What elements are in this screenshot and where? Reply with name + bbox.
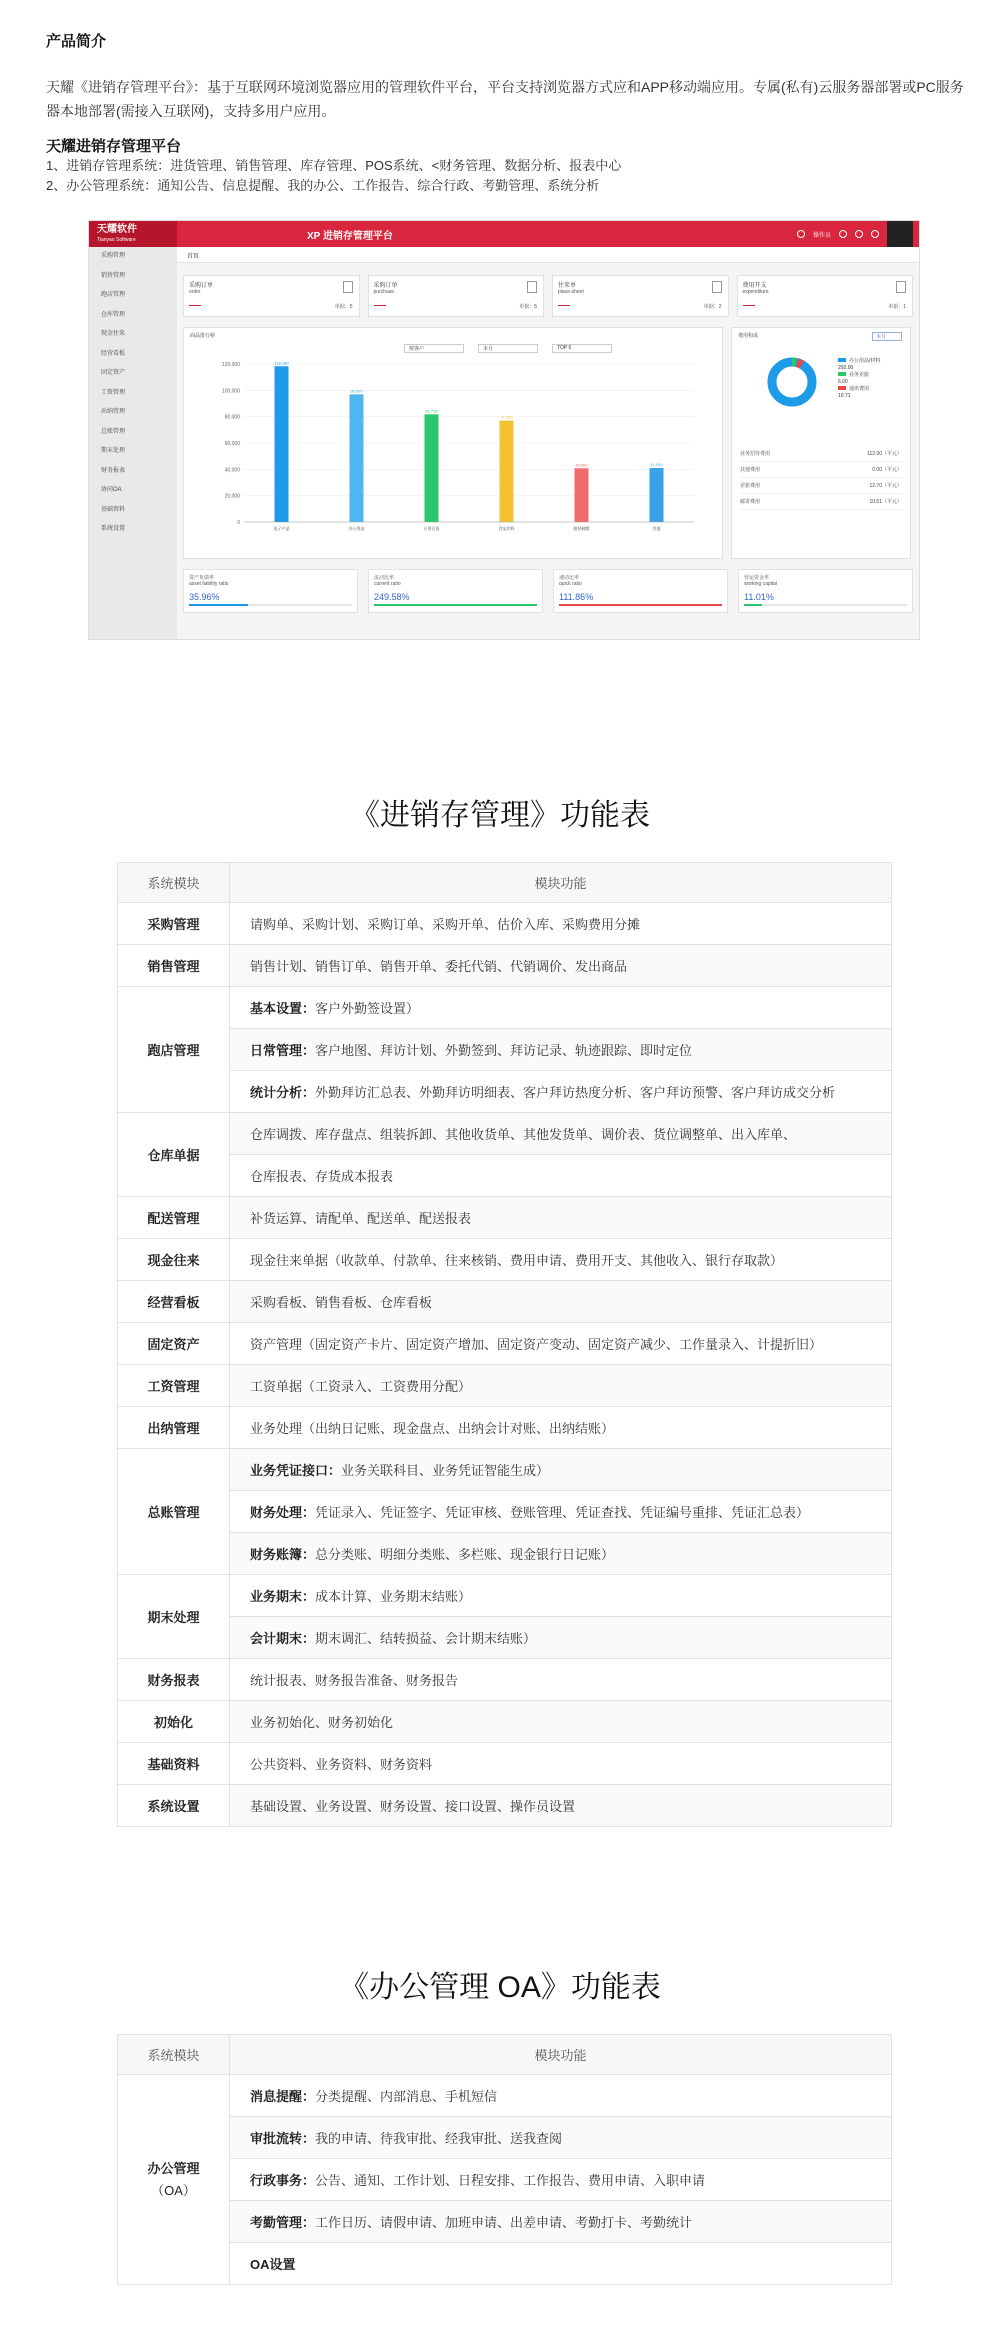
expense-row: 差旅费用 12.70（平元）: [740, 478, 902, 494]
module-name: 销售管理: [118, 945, 230, 987]
header-module: 系统模块: [118, 2035, 230, 2075]
bar: [650, 468, 664, 522]
inventory-function-table: [117, 862, 892, 1827]
app-sidebar: [89, 247, 177, 639]
user-icon: [797, 230, 805, 238]
sidebar-item: 出纳管理: [101, 409, 126, 415]
card-sub: expenditure: [742, 289, 769, 295]
y-tick-label: 120,000: [221, 362, 240, 368]
bar-value-label: 41,000: [650, 462, 663, 468]
stat-card: [183, 275, 360, 317]
card-divider: [189, 305, 201, 306]
table-row: [118, 1029, 892, 1071]
module-functions: 业务期末：成本计算、业务期末结账）: [230, 1575, 892, 1617]
ratio-bar: [189, 604, 352, 606]
table-row: [118, 1701, 892, 1743]
menu-icon: [887, 221, 913, 247]
ratio-value: 249.58%: [374, 592, 410, 602]
table-row: [118, 1743, 892, 1785]
module-functions: 会计期末：期末调汇、结转损益、会计期末结账）: [230, 1617, 892, 1659]
ratio-sub: quick ratio: [559, 581, 582, 587]
module-name: 办公管理 （OA）: [118, 2075, 230, 2285]
module-name: 财务报表: [118, 1659, 230, 1701]
sidebar-item: 总账管理: [101, 428, 126, 435]
pie-title: 费用构成: [738, 333, 759, 339]
y-tick-label: 40,000: [224, 467, 240, 474]
sidebar-item: 工资管理: [101, 389, 126, 396]
oa-function-table: [117, 2034, 892, 2285]
table-row: [118, 1617, 892, 1659]
sidebar-item: 系统设置: [101, 526, 126, 532]
y-tick-label: 0: [237, 520, 240, 526]
table-row: [118, 1449, 892, 1491]
table-row: [118, 1575, 892, 1617]
table-row: [118, 1533, 892, 1575]
document-icon: [343, 281, 353, 293]
ratio-title: 流动比率: [374, 575, 395, 581]
ratio-card: [738, 569, 913, 613]
ratio-value: 11.01%: [744, 592, 774, 602]
sidebar-item: 固定资产: [101, 370, 126, 376]
y-tick-label: 100,000: [221, 388, 240, 395]
tab-home: 首页: [187, 254, 200, 260]
y-tick-label: 20,000: [224, 493, 240, 500]
header-function: 模块功能: [230, 863, 892, 903]
module-functions: 业务凭证接口：业务关联科目、业务凭证智能生成）: [230, 1449, 892, 1491]
module-name: 出纳管理: [118, 1407, 230, 1449]
ratio-card: [368, 569, 543, 613]
module-functions: 财务账簿：总分类账、明细分类账、多栏账、现金银行日记账）: [230, 1533, 892, 1575]
bar-chart: [184, 354, 724, 554]
table2-title: 《办公管理 OA》功能表: [339, 1971, 661, 2004]
module-functions: 基本设置：客户外勤签设置）: [230, 987, 892, 1029]
ratio-bar: [374, 604, 537, 606]
sidebar-item: 经营看板: [101, 350, 126, 357]
ratio-title: 营运资金率: [744, 575, 770, 581]
ratio-sub: current ratio: [374, 581, 401, 587]
table-row: [118, 2243, 892, 2285]
bar: [575, 468, 589, 522]
module-name: 现金往来: [118, 1239, 230, 1281]
module-functions: 日常管理：客户地图、拜访计划、外勤签到、拜访记录、轨迹跟踪、即时定位: [230, 1029, 892, 1071]
ratio-value: 35.96%: [189, 592, 220, 602]
sidebar-item: 期末处理: [101, 448, 126, 454]
pie-legend-item: 办公用品/材料 292.00: [838, 358, 881, 371]
card-title: 采购订单: [189, 283, 214, 289]
x-tick-label: 服装鞋帽: [573, 526, 590, 531]
module-functions: 仓库报表、存货成本报表: [230, 1155, 892, 1197]
module-name: 配送管理: [118, 1197, 230, 1239]
module-functions: 现金往来单据（收款单、付款单、往来核销、费用申请、费用开支、其他收入、银行存取款）: [230, 1239, 892, 1281]
expense-row: 业务招待费用 112.00（平元）: [740, 446, 902, 462]
pie-select: 本月: [872, 332, 902, 341]
intro-subtitle: 天耀进销存管理平台: [46, 138, 182, 155]
help-icon: [855, 230, 863, 238]
module-name: 工资管理: [118, 1365, 230, 1407]
stat-card: [737, 275, 914, 317]
header-function: 模块功能: [230, 2035, 892, 2075]
table1-title: 《进销存管理》功能表: [350, 799, 650, 832]
module-functions: 统计分析：外勤拜访汇总表、外勤拜访明细表、客户拜访热度分析、客户拜访预警、客户拜访成交分析: [230, 1071, 892, 1113]
card-count: 单据：1: [888, 304, 906, 310]
stat-card: [368, 275, 545, 317]
ratio-value: 111.86%: [559, 592, 594, 602]
card-sub: purchase: [373, 289, 395, 295]
module-name: 初始化: [118, 1701, 230, 1743]
module-functions: 行政事务：公告、通知、工作计划、日程安排、工作报告、费用申请、入职申请: [230, 2159, 892, 2201]
table-row: [118, 1785, 892, 1827]
table-row: [118, 1281, 892, 1323]
table-row: [118, 1155, 892, 1197]
module-functions: 统计报表、财务报告准备、财务报告: [230, 1659, 892, 1701]
card-divider: [558, 305, 570, 306]
ratio-card: [553, 569, 728, 613]
module-functions: 消息提醒：分类提醒、内部消息、手机短信: [230, 2075, 892, 2117]
module-functions: 公共资料、业务资料、财务资料: [230, 1743, 892, 1785]
sidebar-item: 仓库管理: [101, 311, 126, 318]
module-name: 仓库单据: [118, 1113, 230, 1197]
ratio-title: 资产负债率: [189, 575, 215, 581]
brand-logo: 天耀软件 Tianyao Software: [89, 221, 177, 247]
bar: [425, 414, 439, 522]
y-tick-label: 80,000: [224, 414, 240, 421]
bar-value-label: 96,960: [350, 388, 363, 394]
document-icon: [527, 281, 537, 293]
module-functions: OA设置: [230, 2243, 892, 2285]
card-count: 单据：5: [334, 304, 353, 310]
expense-pie: [731, 327, 911, 559]
module-functions: 补货运算、请配单、配送单、配送报表: [230, 1197, 892, 1239]
card-sub: order: [189, 289, 201, 295]
bar-value-label: 40,800: [575, 462, 588, 468]
table-row: [118, 2201, 892, 2243]
table-row: [118, 2159, 892, 2201]
module-functions: 工资单据（工资录入、工资费用分配）: [230, 1365, 892, 1407]
module-name: 跑店管理: [118, 987, 230, 1113]
module-functions: 业务初始化、财务初始化: [230, 1701, 892, 1743]
power-icon: [871, 230, 879, 238]
expense-row: 其他费用 0.00（平元）: [740, 462, 902, 478]
table-row: [118, 903, 892, 945]
stat-card: [552, 275, 729, 317]
x-tick-label: 办公用品: [348, 526, 365, 531]
x-tick-label: 其他: [652, 526, 661, 531]
module-name: 总账管理: [118, 1449, 230, 1575]
module-name: 基础资料: [118, 1743, 230, 1785]
table-row: [118, 1659, 892, 1701]
module-functions: 考勤管理：工作日历、请假申请、加班申请、出差申请、考勤打卡、考勤统计: [230, 2201, 892, 2243]
sidebar-item: 采购管理: [101, 253, 126, 259]
module-name: 采购管理: [118, 903, 230, 945]
donut-chart: [762, 352, 822, 412]
table-row: [118, 1113, 892, 1155]
ratio-sub: asset liability ratio: [189, 581, 229, 587]
chart-title: 商品排行榜: [190, 333, 216, 339]
x-tick-label: 电子产品: [273, 526, 290, 531]
bar-value-label: 81,778: [425, 408, 438, 414]
dashboard: [177, 247, 919, 639]
ratio-bar: [559, 604, 722, 606]
intro-title: 产品简介: [46, 33, 107, 50]
chart-filter: 按客户: [404, 344, 464, 353]
bar-value-label: 77,000: [500, 414, 513, 420]
app-header: [89, 221, 919, 247]
table-row: [118, 1197, 892, 1239]
table-row: [118, 1491, 892, 1533]
table-row: [118, 1323, 892, 1365]
table-row: [118, 987, 892, 1029]
module-name: 系统设置: [118, 1785, 230, 1827]
chart-filter: 本月: [478, 344, 538, 353]
module-functions: 审批流转：我的申请、待我审批、经我审批、送我查阅: [230, 2117, 892, 2159]
ratio-bar: [744, 604, 907, 606]
table-row: [118, 945, 892, 987]
table-row: [118, 1239, 892, 1281]
sidebar-item: 跑店管理: [101, 292, 126, 298]
bar-value-label: 118,280: [274, 360, 289, 366]
card-count: 单据：5: [519, 304, 537, 310]
intro-text: 天耀《进销存管理平台》：基于互联网环境浏览器应用的管理软件平台，平台支持浏览器方式应和APP移动端应用。专属(私有)云服务器部署或PC服务器本地部署(需接入互联网)，支持多用户应用。: [46, 79, 964, 119]
module-functions: 业务处理（出纳日记账、现金盘点、出纳会计对账、出纳结账）: [230, 1407, 892, 1449]
ranking-chart: [183, 327, 723, 559]
document-icon: [712, 281, 722, 293]
card-title: 采购订单: [373, 283, 398, 289]
bar: [500, 421, 514, 522]
settings-icon: [839, 230, 847, 238]
document-icon: [896, 281, 906, 293]
intro-list-item: 1、进销存管理系统：进货管理、销售管理、库存管理、POS系统、<财务管理、数据分析、报表中心: [46, 158, 622, 173]
module-functions: 仓库调拨、库存盘点、组装拆卸、其他收货单、其他发货单、调价表、货位调整单、出入库单、: [230, 1113, 892, 1155]
intro-list-item: 2、办公管理系统：通知公告、信息提醒、我的办公、工作报告、综合行政、考勤管理、系统分析: [46, 178, 600, 193]
x-tick-label: 食品饮料: [498, 526, 515, 531]
card-divider: [743, 305, 755, 306]
intro-section: [46, 30, 966, 196]
module-functions: 财务处理：凭证录入、凭证签字、凭证审核、登账管理、凭证查找、凭证编号重排、凭证汇总表）: [230, 1491, 892, 1533]
table-row: [118, 2117, 892, 2159]
pie-legend-item: 业务差旅 6.00: [838, 372, 870, 385]
y-tick-label: 60,000: [224, 441, 240, 447]
product-screenshot: [88, 220, 920, 640]
x-tick-label: 日用百货: [423, 526, 440, 531]
header-module: 系统模块: [118, 863, 230, 903]
sidebar-item: 销售管理: [101, 272, 126, 279]
table-row: [118, 1407, 892, 1449]
table-row: [118, 2075, 892, 2117]
chart-filter: TOP 6: [552, 344, 612, 353]
user-name: 操作员: [812, 232, 831, 239]
card-title: 往来单: [558, 283, 577, 289]
module-name: 期末处理: [118, 1575, 230, 1659]
module-functions: 采购看板、销售看板、仓库看板: [230, 1281, 892, 1323]
ratio-title: 速动比率: [559, 575, 580, 581]
app-title: XP 进销存管理平台: [307, 230, 393, 242]
module-functions: 基础设置、业务设置、财务设置、接口设置、操作员设置: [230, 1785, 892, 1827]
expense-row: 邮寄费用 10.51（平元）: [740, 494, 902, 510]
sidebar-item: 财务报表: [101, 467, 126, 474]
module-name: 经营看板: [118, 1281, 230, 1323]
module-functions: 资产管理（固定资产卡片、固定资产增加、固定资产变动、固定资产减少、工作量录入、计提折旧）: [230, 1323, 892, 1365]
ratio-card: [183, 569, 358, 613]
card-title: 费用开支: [742, 283, 767, 289]
sidebar-item: 现金往来: [101, 331, 126, 337]
pie-legend-item: 通讯费用 10.71: [838, 386, 870, 399]
card-sub: place-sheet: [558, 289, 584, 295]
module-name: 固定资产: [118, 1323, 230, 1365]
ratio-sub: working capital: [744, 581, 778, 587]
sidebar-item: 协同OA: [101, 487, 122, 493]
module-functions: 请购单、采购计划、采购订单、采购开单、估价入库、采购费用分摊: [230, 903, 892, 945]
bar: [275, 366, 289, 522]
card-count: 单据：2: [703, 304, 722, 310]
sidebar-item: 基础资料: [101, 506, 126, 513]
table-row: [118, 1365, 892, 1407]
bar: [350, 394, 364, 522]
card-divider: [374, 305, 386, 306]
module-functions: 销售计划、销售订单、销售开单、委托代销、代销调价、发出商品: [230, 945, 892, 987]
table-row: [118, 1071, 892, 1113]
